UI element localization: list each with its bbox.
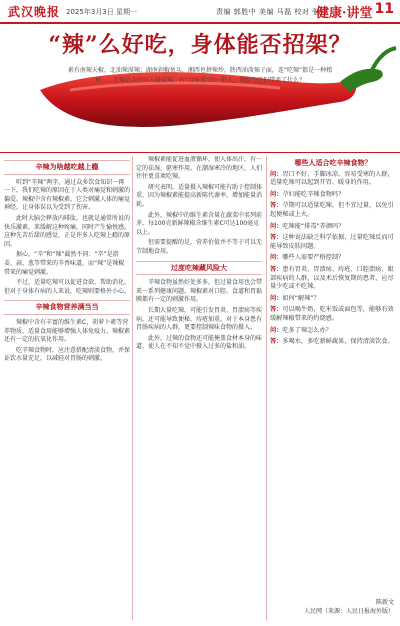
qa-item [270, 295, 396, 304]
qa-item [270, 191, 396, 200]
page-number: 11 [374, 1, 394, 17]
paragraph: 听到“辛辣”两字，通过众多饮食知识一再一下，我们吃辣的原因在于人类对痛觉和刺激的偏爱。辣椒中含有辣椒素，它会刺激人体的痛觉神经，让身体误以为受到了伤害。 [4, 178, 130, 212]
article-lede: 素有南辣天椒、北油辣漠辣；湖南剁椒鱼头，湘西也拼辣炒，陕西油泼辣子面，连“吃辣”都是一种精神……辛辣是全民中人最爱辣，有“口味重”的一批人，辣椒为它们带来了什么？ [67, 67, 333, 84]
article-hero [0, 24, 400, 152]
paragraph: 不过，适量吃辣可以促进食欲、帮助消化，但对于身体有病的人来说，吃辣则要格外小心。 [4, 279, 130, 295]
qa-text: 这种说法缺乏科学依据，过量吃辣反而可能导致皮肤问题。 [270, 234, 394, 250]
page-header [0, 0, 400, 24]
paragraph: 但需要提醒的是，营养价值并不等于可以无节制地食用。 [136, 239, 262, 255]
qa-text: 多喝水，多吃新鲜蔬果，保持清淡饮食。 [282, 338, 394, 346]
qa-text: 哪些人需要严格控制？ [282, 254, 345, 262]
qa-item [270, 306, 396, 323]
section-title: 健康·讲堂 [316, 6, 373, 21]
column-rule [266, 156, 267, 620]
column-subheading: 辛辣为啥越吃越上瘾 [4, 160, 130, 175]
qa-label: 问： [270, 294, 283, 302]
qa-column [270, 156, 396, 596]
qa-text: 孕期可以适量吃辣，但不宜过量，以免引起便秘或上火。 [270, 202, 394, 218]
paragraph: 据心，“辛”和“辣”截然不同：“辛”是指姜、蒜、葱等带来的辛香味道，而“辣”是辣椒带来的痛觉刺激。 [4, 251, 125, 276]
qa-item [270, 327, 396, 336]
qa-item [270, 338, 396, 347]
paragraph: 辛辣食物虽然好处多多，但过量食用也会带来一系列健康问题。辣椒素对口腔、食道和胃黏膜都有一定的刺激作用。 [136, 279, 262, 304]
qa-text: 孕妇能吃辛辣食物吗？ [282, 190, 345, 198]
qa-item [270, 254, 396, 263]
qa-label: 问： [270, 170, 283, 178]
paragraph: 此时大脑会释放内啡肽，也就是通常所说的快乐激素，来缓解这种疼痛，同时产生愉悦感。这种先苦后甜的感觉，正是许多人吃辣上瘾的原因。 [4, 214, 130, 248]
qa-text: 可以喝牛奶、吃米饭或面包等，能够有效缓解辣椒带来的灼烧感。 [270, 306, 394, 322]
paragraph: 辣椒中含有丰富的维生素C、胡萝卜素等营养物质，适量食用能够增强人体免疫力。辣椒素还有一定的抗氧化作用。 [4, 318, 130, 344]
qa-label: 答： [270, 338, 283, 346]
qa-item [270, 202, 396, 219]
paragraph: 辣椒素能促进血液循环，使人体出汗，有一定的祛湿、驱寒作用。在潮湿寒冷的地区，人们往往更喜欢吃辣。 [136, 156, 262, 181]
qa-item [270, 266, 396, 292]
paragraph: 研究表明，适量摄入辣椒可能有助于控制体重，因为辣椒素能提高新陈代谢率，增加能量消耗。 [136, 183, 262, 208]
byline-source: 人民网（来源：人民日报海外版） [303, 608, 394, 615]
column-subheading: 辛辣食物营养满当当 [4, 300, 130, 315]
paragraph: 吃辛辣食物时，应注意搭配清淡食物，并保证饮水量充足，以减轻对胃肠的刺激。 [4, 346, 130, 363]
qa-label: 答： [270, 306, 283, 314]
paragraph: 此外，辣椒中的维生素含量在蔬菜中名列前茅，每100克新鲜辣椒含维生素C可达100毫克以上。 [136, 211, 262, 236]
qa-item [270, 234, 396, 251]
paragraph: 此外，过辣的食物还可能掩盖食材本身的味道，使人在不知不觉中摄入过多的盐和油。 [136, 334, 262, 351]
qa-item [270, 171, 396, 188]
qa-text: 胃口不好、手脚冰凉、容易受寒的人群，适量吃辣可以起到开胃、暖身的作用。 [270, 170, 394, 187]
qa-heading: 哪些人适合吃辛辣食物？ [294, 159, 372, 167]
qa-label: 问： [270, 254, 283, 262]
article-byline [304, 598, 394, 616]
qa-text: 吃多了辣怎么办？ [282, 326, 332, 334]
qa-item [270, 223, 396, 232]
qa-label: 问： [270, 190, 283, 198]
article-column-2 [136, 156, 262, 626]
qa-label: 答： [270, 265, 283, 273]
qa-label: 问： [270, 326, 283, 334]
section-divider [0, 152, 400, 153]
qa-label: 答： [270, 202, 283, 210]
masthead-brand: 武汉晚报 [8, 5, 61, 19]
article-headline: “辣”么好吃，身体能否招架？ [48, 32, 352, 58]
column-subheading: 过度吃辣藏风险大 [136, 261, 262, 276]
qa-text: 吃辣能“排毒”养颜吗？ [282, 222, 345, 230]
article-column-1 [4, 156, 130, 626]
column-rule [132, 156, 133, 620]
editor-credits: 责编 郭胜中 美编 马磊 校对 张强 [216, 8, 328, 16]
paragraph: 长期大量吃辣，可能引发胃炎、胃溃疡等疾病，还可能导致便秘、痔疮加重。对于本身患有胃肠疾病的人群，更要控制辣味食物的摄入。 [136, 306, 262, 332]
qa-label: 答： [270, 234, 283, 242]
qa-text: 患有胃炎、胃溃疡、痔疮、口腔溃疡、眼部疾病的人群，以及术后恢复期的患者，应尽量少吃或不吃辣。 [270, 265, 394, 291]
qa-text: 如何“解辣”？ [282, 294, 320, 302]
byline-author: 陈新文 [375, 599, 394, 606]
issue-date: 2025年3月3日 星期一 [66, 8, 137, 16]
qa-label: 问： [270, 222, 283, 230]
